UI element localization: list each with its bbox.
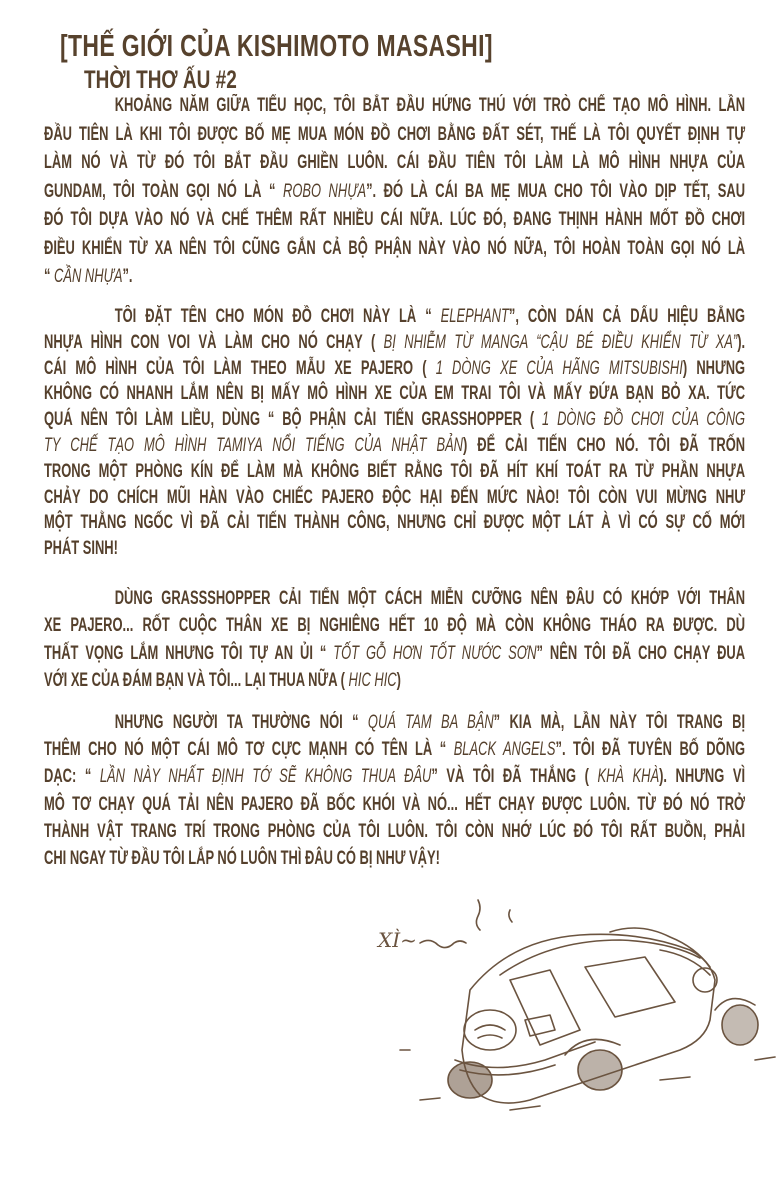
text-segment: ). NHƯNG VÌ: [659, 766, 746, 788]
text-segment: DẠC: “: [44, 766, 100, 788]
italic-phrase: BLACK ANGELS: [453, 739, 556, 761]
text-segment: ” NÊN TÔI ĐÃ CHO CHẠY ĐUA: [536, 642, 746, 664]
text-line: [44, 536, 745, 562]
text-line: [44, 206, 745, 235]
text-line: [44, 433, 745, 459]
text-line: [44, 791, 745, 818]
text-segment: TÔI ĐẶT TÊN CHO MÓN ĐỒ CHƠI NÀY LÀ “: [114, 306, 441, 327]
paragraph-4: [44, 709, 745, 872]
page-title: [THẾ GIỚI CỦA KISHIMOTO MASASHI]: [60, 28, 493, 63]
text-line: [44, 485, 745, 511]
text-segment: THẤT VỌNG LẮM NHƯNG TÔI TỰ AN ỦI “: [44, 642, 334, 664]
italic-phrase: 1 DÒNG ĐỒ CHƠI CỦA CÔNG: [542, 409, 746, 431]
text-line: [44, 263, 745, 292]
text-segment: PHÁT SINH!: [44, 538, 118, 560]
text-line: [44, 845, 745, 872]
italic-phrase: TY CHẾ TẠO MÔ HÌNH TAMIYA NỔI TIẾNG CỦA NHẬT BẢN: [44, 434, 464, 456]
text-segment: ”, CÒN DÁN CẢ DẤU HIỆU BẰNG: [508, 306, 746, 327]
text-segment: DÙNG GRASSSHOPPER CẢI TIẾN MỘT CÁCH MIỄN CƯỠNG NÊN ĐÂU CÓ KHỚP VỚI THÂN: [114, 588, 746, 609]
paragraph-1: [44, 92, 745, 292]
text-line: [44, 304, 745, 330]
text-line: [44, 818, 745, 845]
italic-phrase: CẦN NHỰA: [54, 266, 123, 287]
text-line: [44, 381, 745, 407]
text-segment: LÀM NÓ VÀ TỪ ĐÓ TÔI BẮT ĐẦU GHIỀN LUÔN. CÁI ĐẦU TIÊN TÔI LÀM LÀ MÔ HÌNH NHỰA CỦA: [44, 152, 746, 173]
text-line: [44, 459, 745, 485]
text-segment: VỚI XE CỦA ĐÁM BẠN VÀ TÔI... LẠI THUA NỮA (: [44, 669, 349, 691]
italic-phrase: ROBO NHỰA: [282, 180, 367, 202]
text-segment: ) NHƯNG: [682, 357, 746, 379]
italic-phrase: HIC HIC: [348, 669, 397, 691]
text-line: [44, 92, 745, 121]
text-segment: ĐIỀU KHIỂN TỪ XA NÊN TÔI CŨNG GẮN CẢ BỘ PHẬN NÀY VÀO NÓ NỮA, TÔI HOÀN TOÀN GỌI NÓ LÀ: [44, 237, 746, 259]
text-segment: ĐẦU TIÊN LÀ KHI TÔI ĐƯỢC BỐ MẸ MUA MÓN ĐỒ CHƠI BẰNG ĐẤT SÉT, THẾ LÀ TÔI QUYẾT ĐỊNH TỰ: [44, 123, 746, 145]
text-segment: CHI NGAY TỪ ĐẦU TÔI LẮP NÓ LUÔN THÌ ĐÂU CÓ BỊ NHƯ VẬY!: [44, 847, 440, 869]
text-segment: ĐÓ TÔI DỰA VÀO NÓ VÀ CHẾ THÊM RẤT NHIỀU CÁI NỮA. LÚC ĐÓ, ĐANG THỊNH HÀNH MỐT ĐỒ CHƠI: [44, 209, 746, 230]
text-line: [44, 330, 745, 356]
text-segment: KHOẢNG NĂM GIỮA TIỂU HỌC, TÔI BẮT ĐẦU HỨNG THÚ VỚI TRÒ CHẾ TẠO MÔ HÌNH. LẦN: [114, 95, 746, 116]
text-segment: CÁI MÔ HÌNH CỦA TÔI LÀM THEO MẪU XE PAJERO (: [44, 357, 436, 379]
text-line: [44, 612, 745, 639]
text-line: [44, 356, 745, 382]
italic-phrase: TỐT GỖ HƠN TỐT NƯỚC SƠN: [333, 642, 537, 664]
text-line: [44, 407, 745, 433]
text-segment: XE PAJERO... RỐT CUỘC THÂN XE BỊ NGHIÊNG HẾT 10 ĐỘ MÀ CÒN KHÔNG THÁO RA ĐƯỢC. DÙ: [44, 615, 746, 637]
text-segment: ): [396, 669, 401, 691]
italic-phrase: KHÀ KHÀ: [597, 766, 660, 788]
text-segment: “: [44, 266, 55, 287]
paragraph-3: [44, 585, 745, 694]
text-segment: GUNDAM, TÔI TOÀN GỌI NÓ LÀ “: [44, 180, 283, 202]
italic-phrase: LẦN NÀY NHẤT ĐỊNH TỚ SẼ KHÔNG THUA ĐÂU: [99, 766, 432, 788]
text-segment: ” VÀ TÔI ĐÃ THẮNG (: [431, 766, 598, 788]
text-line: [44, 763, 745, 790]
text-line: [44, 736, 745, 763]
text-segment: ”. TÔI ĐÃ TUYÊN BỐ DÕNG: [555, 739, 746, 761]
text-segment: ).: [737, 331, 746, 353]
text-segment: KHÔNG CÓ NHANH LẮM NÊN BỊ MẤY MÔ HÌNH XE CỦA EM TRAI TÔI VÀ MẤY ĐỨA BẠN BỎ XA. TỨC: [44, 383, 746, 405]
italic-phrase: QUÁ TAM BA BẬN: [367, 712, 494, 733]
text-segment: MÔ TƠ CHẠY QUÁ TẢI NÊN PAJERO ĐÃ BỐC KHÓI VÀ NÓ... HẾT CHẠY ĐƯỢC LUÔN. TỪ ĐÓ NÓ TRỞ: [44, 793, 746, 815]
text-line: [44, 121, 745, 150]
text-segment: QUÁ NÊN TÔI LÀM LIỀU, DÙNG “ BỘ PHẬN CẢI TIẾN GRASSHOPPER (: [44, 409, 543, 431]
text-segment: TRONG MỘT PHÒNG KÍN ĐỂ LÀM MÀ KHÔNG BIẾT RẰNG TÔI ĐÃ HÍT KHÍ TOÁT RA TỪ PHẦN NHỰA: [44, 460, 746, 482]
text-segment: ) ĐỂ CẢI TIẾN CHO NÓ. TÔI ĐÃ TRỐN: [463, 434, 746, 456]
text-line: [44, 510, 745, 536]
italic-phrase: 1 DÒNG XE CỦA HÃNG MITSUBISHI: [435, 357, 683, 379]
sketch-sound-label: XÌ~: [378, 928, 417, 952]
text-segment: CHẢY DO CHÍCH MŨI HÀN VÀO CHIẾC PAJERO ĐỘC HẠI ĐẾN MỨC NÀO! TÔI CÒN VUI MỪNG NHƯ: [44, 486, 746, 508]
paragraph-2: [44, 304, 745, 562]
text-segment: NHƯNG NGƯỜI TA THƯỜNG NÓI “: [114, 712, 368, 733]
text-line: [44, 709, 745, 736]
italic-phrase: BỊ NHIỄM TỪ MANGA “CẬU BÉ ĐIỀU KHIỂN TỪ XA”: [383, 331, 738, 353]
italic-phrase: ELEPHANT: [440, 306, 509, 327]
text-segment: ” KIA MÀ, LẦN NÀY TÔI TRANG BỊ: [493, 712, 746, 733]
text-line: [44, 235, 745, 264]
text-line: [44, 585, 745, 612]
text-line: [44, 149, 745, 178]
text-segment: MỘT THẰNG NGỐC VÌ ĐÃ CẢI TIẾN THÀNH CÔNG, NHƯNG CHỈ ĐƯỢC MỘT LÁT À VÌ CÓ SỰ CỐ MỚI: [44, 512, 746, 534]
text-segment: NHỰA HÌNH CON VOI VÀ LÀM CHO NÓ CHẠY (: [44, 331, 384, 353]
text-line: [44, 667, 745, 694]
text-line: [44, 178, 745, 207]
text-segment: THÊM CHO NÓ MỘT CÁI MÔ TƠ CỰC MẠNH CÓ TÊN LÀ “: [44, 739, 454, 761]
text-segment: ”.: [122, 266, 133, 287]
text-segment: ”. ĐÓ LÀ CÁI BA MẸ MUA CHO TÔI VÀO DỊP TẾT, SAU: [366, 180, 746, 202]
text-segment: THÀNH VẬT TRANG TRÍ TRONG PHÒNG CỦA TÔI LUÔN. TÔI CÒN NHỚ LÚC ĐÓ TÔI RẤT BUỒN, PHẢI: [44, 820, 746, 842]
page-subtitle: THỜI THƠ ẤU #2: [84, 66, 237, 94]
text-line: [44, 640, 745, 667]
toy-car-sketch-icon: [360, 870, 784, 1130]
